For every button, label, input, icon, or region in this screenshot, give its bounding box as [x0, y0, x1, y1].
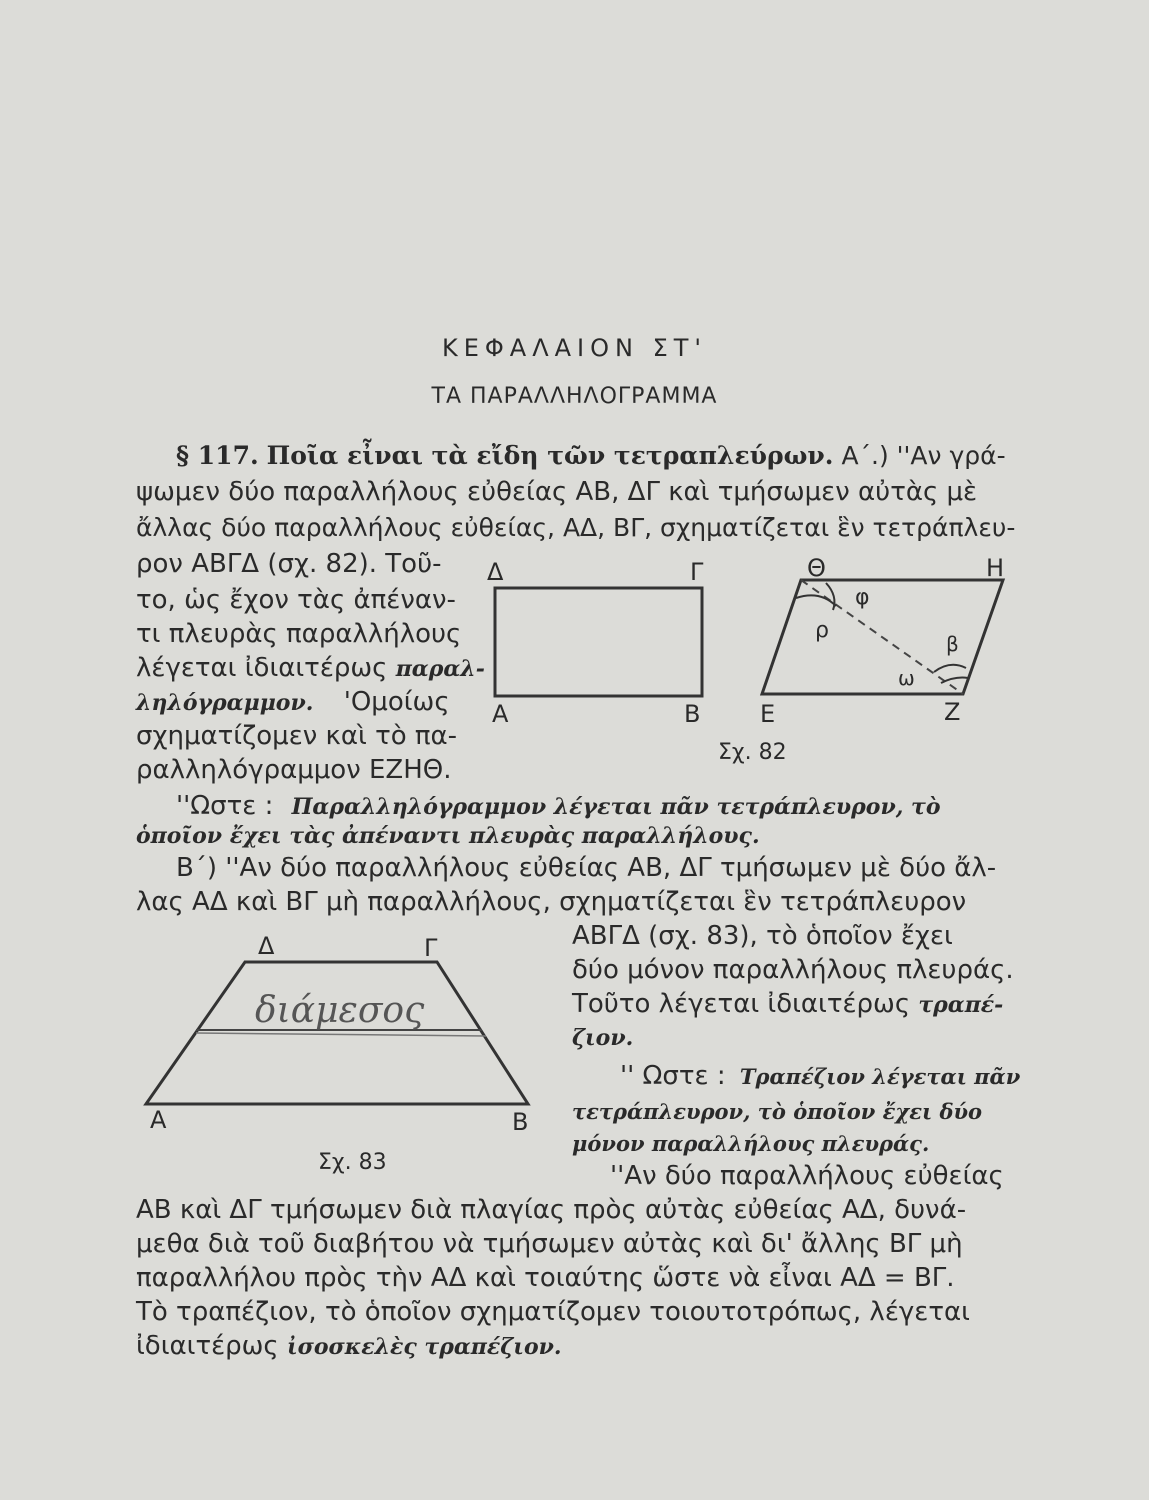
fig83-label-d: Δ: [258, 932, 275, 960]
para2-line-4: δύο μόνον παραλλήλους πλευράς.: [572, 955, 1014, 985]
def1-text-1: Παραλληλόγραμμον λέγεται πᾶν τετράπλευρον, τὸ: [291, 794, 941, 820]
para1-line-1: ψωμεν δύο παραλλήλους εὐθείας ΑΒ, ΔΓ καὶ τμήσωμεν αὐτὰς μὲ: [136, 477, 978, 507]
fig82-angle-phi: φ: [855, 585, 870, 610]
def2-line-2: τετράπλευρον, τὸ ὁποῖον ἔχει δύο: [572, 1099, 983, 1124]
para1-line-6-text: λέγεται ἰδιαιτέρως: [136, 653, 388, 683]
fig82-label-theta: Θ: [807, 554, 826, 582]
chapter-subtitle: ΤΑ ΠΑΡΑΛΛΗΛΟΓΡΑΜΜΑ: [431, 384, 718, 409]
term-trapezoid-a: τραπέ-: [918, 992, 1004, 1018]
para1-line-2: ἄλλας δύο παραλλήλους εὐθείας, ΑΔ, ΒΓ, σχηματίζεται ἓν τετράπλευ-: [136, 513, 1016, 542]
term-parallelogram-a: παραλ-: [395, 656, 485, 682]
fig83-caption: Σχ. 83: [318, 1150, 387, 1175]
midline-pencil: [196, 1033, 486, 1036]
term-isosceles: ἰσοσκελὲς τραπέζιον.: [286, 1334, 562, 1360]
para3-line-5: Τὸ τραπέζιον, τὸ ὁποῖον σχηματίζομεν τοιουτοτρόπως, λέγεται: [136, 1297, 970, 1327]
para3-line-3: μεθα διὰ τοῦ διαβήτου νὰ τμήσωμεν αὐτὰς καὶ δι' ἄλλης ΒΓ μὴ: [136, 1229, 963, 1259]
fig82-label-g: Γ: [690, 558, 704, 586]
para2-line-3: ΑΒΓΔ (σχ. 83), τὸ ὁποῖον ἔχει: [572, 921, 953, 951]
para1-line-9: ραλληλόγραμμον ΕΖΗΘ.: [136, 755, 452, 785]
fig82-label-z: Ζ: [944, 698, 961, 726]
def1-line-2: ὁποῖον ἔχει τὰς ἀπέναντι πλευρὰς παραλλήλους.: [136, 823, 760, 849]
term-trapezoid-b: ζιον.: [572, 1025, 634, 1051]
section-heading: Ποῖα εἶναι τὰ εἴδη τῶν τετραπλεύρων.: [266, 441, 834, 470]
para3-line-4: παραλλήλου πρὸς τὴν ΑΔ καὶ τοιαύτης ὥστε νὰ εἶναι ΑΔ = ΒΓ.: [136, 1263, 955, 1293]
fig82-caption: Σχ. 82: [718, 740, 787, 765]
def1-lead: ''Ωστε :: [176, 791, 274, 821]
def2-line-3: μόνον παραλλήλους πλευράς.: [572, 1131, 930, 1156]
fig83-label-g: Γ: [424, 934, 438, 962]
para1-line-8: σχηματίζομεν καὶ τὸ πα-: [136, 721, 458, 751]
fig82-label-b: Β: [684, 700, 701, 728]
fig82-angle-beta: β: [946, 632, 959, 656]
fig83-label-b: Β: [512, 1108, 529, 1136]
para3-line-6: [136, 1330, 562, 1363]
para2-line-1: Β΄) ''Αν δύο παραλλήλους εὐθείας ΑΒ, ΔΓ τμήσωμεν μὲ δύο ἄλ-: [176, 853, 997, 883]
fig82-angle-rho: ρ: [815, 618, 829, 643]
para1-line-4: το, ὡς ἔχον τὰς ἀπέναν-: [136, 585, 456, 615]
para2-line-5-text: Τοῦτο λέγεται ἰδιαιτέρως: [572, 989, 911, 1019]
para3-line-1: ''Αν δύο παραλλήλους εὐθείας: [610, 1161, 1004, 1191]
para3-line-2: ΑΒ καὶ ΔΓ τμήσωμεν διὰ πλαγίας πρὸς αὐτὰς εὐθείας ΑΔ, δυνά-: [136, 1195, 967, 1225]
chapter-title: ΚΕΦΑΛΑΙΟΝ ΣΤ': [441, 334, 708, 362]
def2-lead: '' Ωστε :: [620, 1061, 726, 1091]
para1-line-5: τι πλευρὰς παραλλήλους: [136, 619, 462, 649]
para1-after: 'Ομοίως: [343, 687, 450, 717]
fig83-label-a: Α: [150, 1106, 167, 1134]
term-parallelogram-b: ληλόγραμμον.: [136, 690, 314, 716]
fig82-label-a: Α: [492, 700, 509, 728]
para3-line-6-text: ἰδιαιτέρως: [136, 1331, 279, 1361]
para2-line-2: λας ΑΔ καὶ ΒΓ μὴ παραλλήλους, σχηματίζεται ἓν τετράπλευρον: [136, 887, 967, 917]
section-first-line-rest: Α΄.) ''Αν γρά-: [841, 441, 1006, 470]
section-number: § 117.: [176, 441, 259, 470]
fig82-label-e: Ε: [760, 700, 776, 728]
fig82-label-h: Η: [986, 554, 1005, 582]
def2-text-1: Τραπέζιον λέγεται πᾶν: [739, 1064, 1021, 1089]
fig82-label-d: Δ: [487, 558, 504, 586]
para1-line-3: ρον ΑΒΓΔ (σχ. 82). Τοῦ-: [136, 549, 442, 579]
fig83-handwriting: διάμεσος: [255, 990, 425, 1031]
fig82-angle-omega: ω: [898, 666, 915, 690]
